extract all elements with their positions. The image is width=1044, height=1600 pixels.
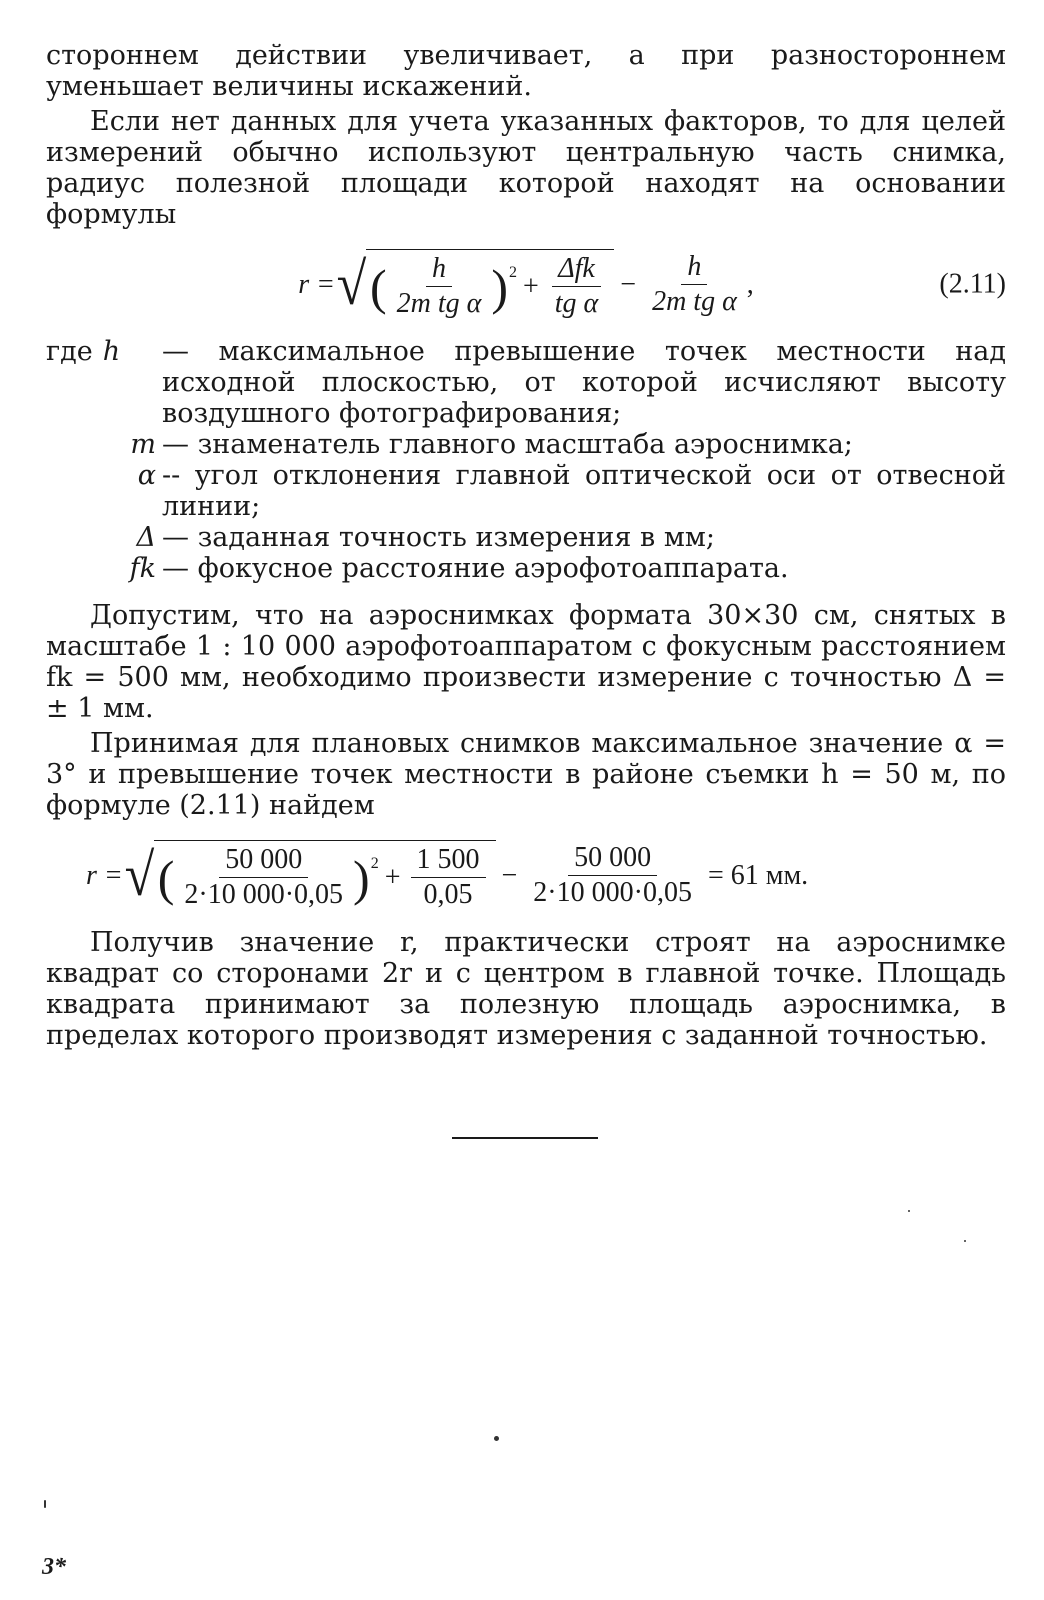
formula2-lhs: r =	[86, 859, 123, 891]
variable-legend	[46, 336, 1006, 584]
print-speck	[908, 1210, 910, 1212]
page-number: 3*	[42, 1554, 66, 1580]
formula-2-11: r = √ ( $\frac{h}{\text{2m tg α}}$ ) 2 + $\frac{\text{Δfk}}{\text{tg α}}$ − $\frac{h}{\text{2m tg α}}$ , (2.11)	[298, 250, 1006, 319]
paragraph-1: Если нет данных для учета указанных факторов, то для целей измерений обычно используют центральную часть снимка, радиус полезной площади которой находят на основании формулы	[46, 106, 1006, 230]
legend-item: fk — фокусное расстояние аэрофотоаппарата.	[129, 553, 789, 584]
paragraph-3: Принимая для плановых снимков максимальное значение α = 3° и превышение точек местности в районе съемки h = 50 м, по формуле (2.11) найдем	[46, 728, 1006, 821]
page-content	[46, 40, 1006, 1051]
formula2-radical: √ ( $\frac{50 000}{2\cdot 10 000\cdot 0,05}$ ) 2 + $\frac{1 500}{0,05}$	[123, 840, 496, 910]
paragraph-0: стороннем действии увеличивает, а при разностороннем уменьшает величины искажений.	[46, 40, 1006, 102]
section-divider	[452, 1137, 598, 1139]
formula2-fraction-2: $\frac{1 500}{0,05}$	[411, 845, 486, 910]
legend-item: α -- угол отклонения главной оптической оси от отвесной линии;	[137, 460, 1006, 522]
formula2-fraction-3: $\frac{50 000}{2\cdot 10 000\cdot 0,05}$	[533, 841, 692, 908]
print-speck	[44, 1500, 46, 1508]
equation-number: (2.11)	[939, 268, 1006, 300]
formula1-fraction-2: $\frac{\text{Δfk}}{\text{tg α}}$	[549, 254, 604, 319]
paragraph-4: Получив значение r, практически строят на аэроснимке квадрат со сторонами 2r и с центром в главной точке. Площадь квадрата принимают за полезную площадь аэроснимка, в пределах которого производят измерения с заданной точностью.	[46, 927, 1006, 1051]
formula1-fraction-3: $\frac{h}{\text{2m tg α}}$	[652, 250, 737, 317]
formula2-fraction-1: $\frac{50 000}{2\cdot 10 000\cdot 0,05}$	[184, 844, 344, 910]
formula1-fraction-1: $\frac{h}{\text{2m tg α}}$	[396, 253, 482, 319]
formula1-lhs: r =	[298, 268, 336, 300]
legend-item: Δ — заданная точность измерения в мм;	[136, 522, 715, 553]
formula2-result: = 61 мм.	[707, 859, 809, 891]
paragraph-2: Допустим, что на аэроснимках формата 30×30 см, снятых в масштабе 1 : 10 000 аэрофотоаппаратом с фокусным расстоянием fk = 500 мм, необходимо произвести измерение с точностью Δ = ± 1 мм.	[46, 600, 1006, 724]
formula-numeric: r = √ ( $\frac{50 000}{2\cdot 10 000\cdot 0,05}$ ) 2 + $\frac{1 500}{0,05}$ − $\frac{50 000}{2\cdot 10 000\cdot 0,05}$ = 61 мм.	[86, 841, 809, 910]
legend-item: m — знаменатель главного масштаба аэроснимка;	[130, 429, 853, 460]
legend-item: где h — максимальное превышение точек местности над исходной плоскостью, от которой исчисляют высоту воздушного фотографирования;	[46, 336, 1006, 429]
formula1-radical: √ ( $\frac{h}{\text{2m tg α}}$ ) 2 + $\frac{\text{Δfk}}{\text{tg α}}$	[335, 249, 614, 319]
print-speck	[964, 1240, 966, 1242]
print-speck	[494, 1436, 499, 1441]
legend-intro: где	[46, 336, 93, 367]
